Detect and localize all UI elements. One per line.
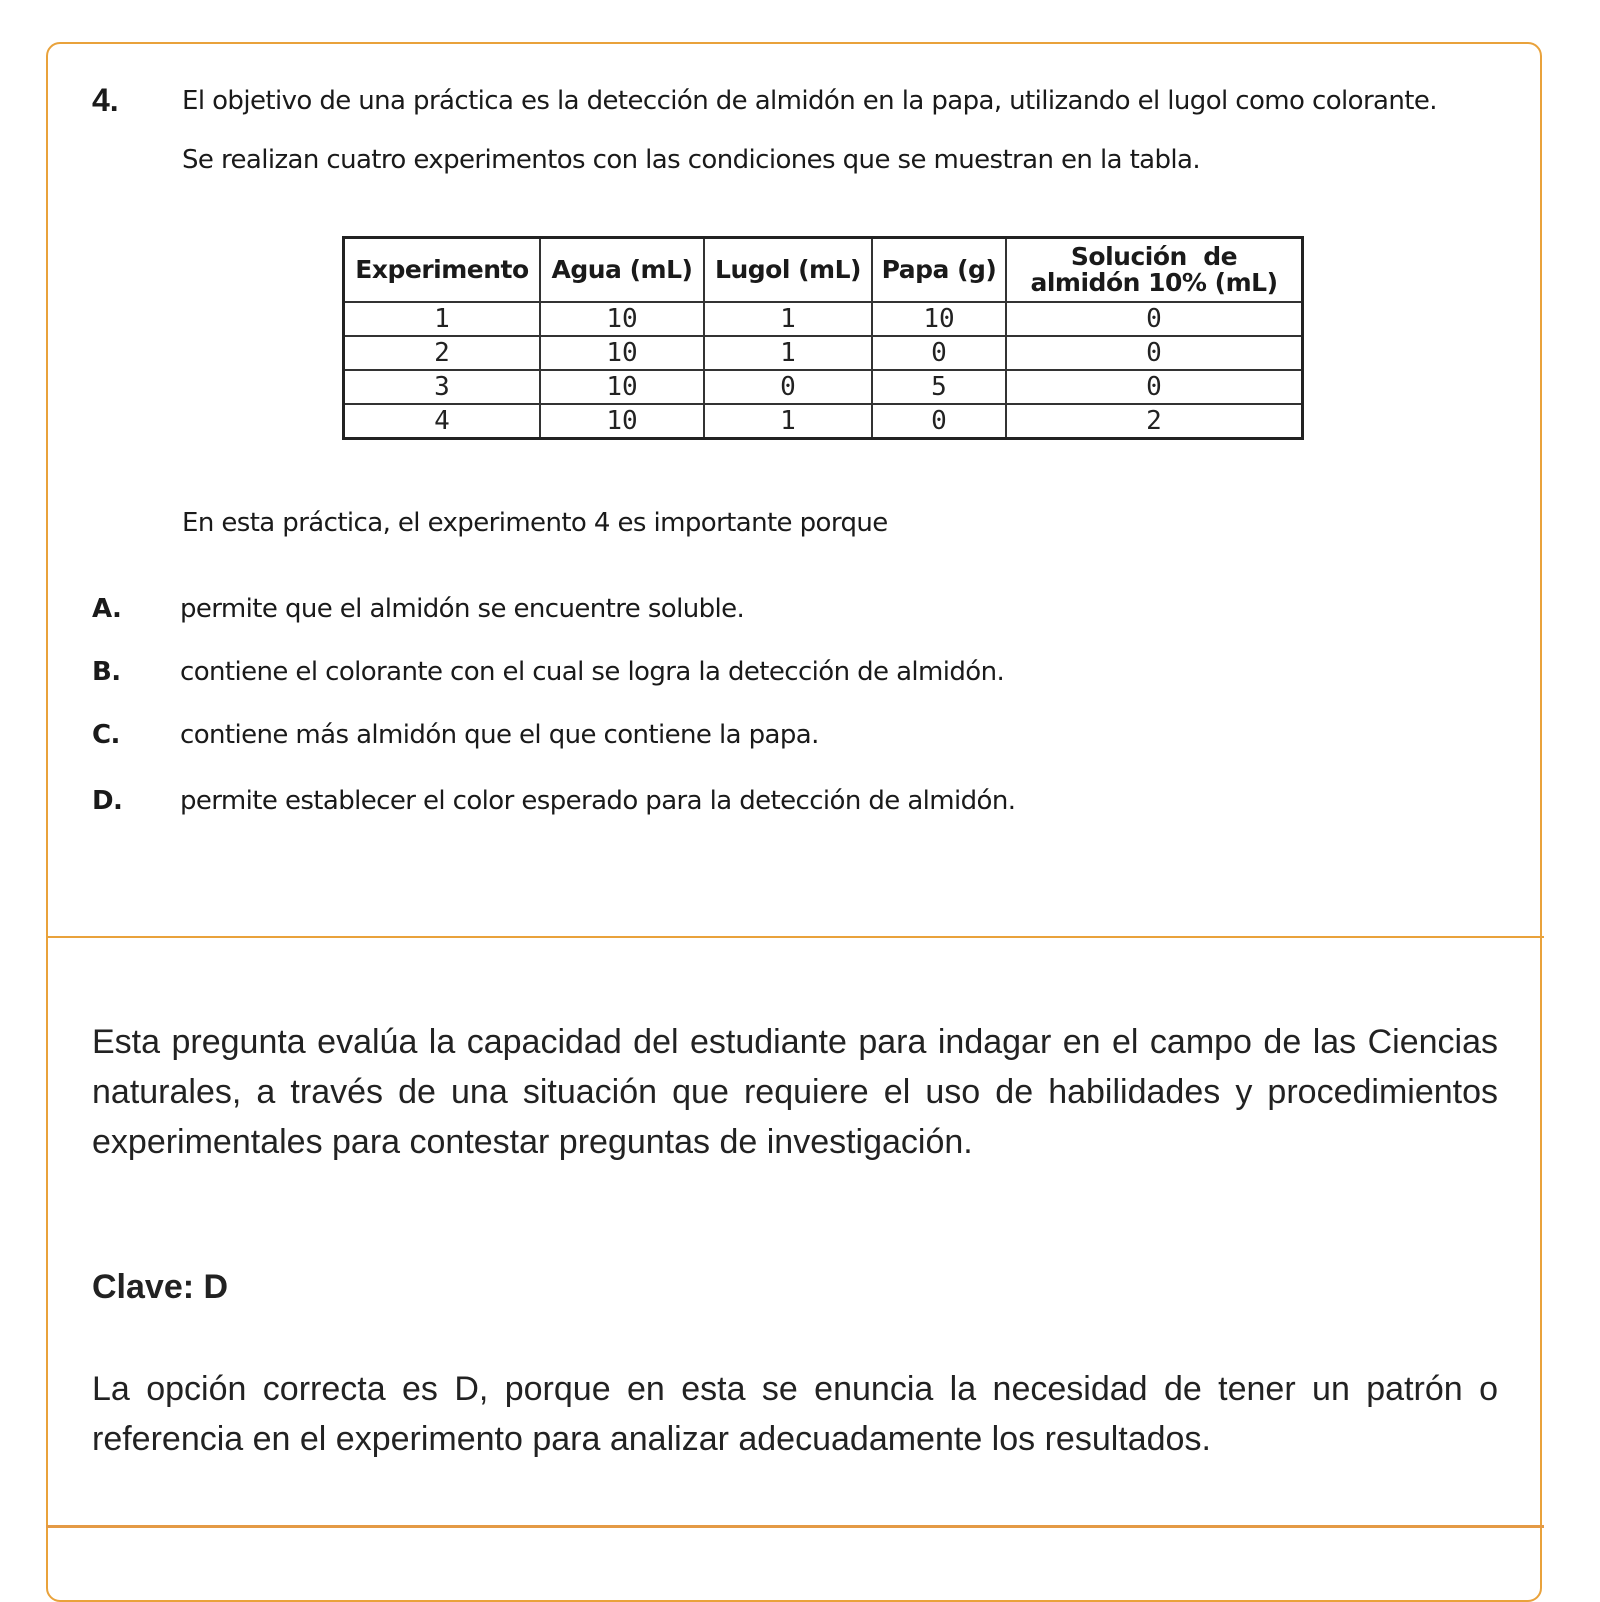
cell: 10 — [872, 302, 1006, 336]
option-text: contiene más almidón que el que contiene la papa. — [180, 720, 819, 750]
cell: 2 — [1006, 404, 1303, 439]
cell: 10 — [540, 404, 704, 439]
cell: 1 — [704, 336, 872, 370]
table-row — [344, 370, 1303, 404]
experiments-table — [342, 236, 1304, 440]
cell: 0 — [872, 336, 1006, 370]
cell: 0 — [1006, 370, 1303, 404]
cell: 0 — [704, 370, 872, 404]
cell: 0 — [1006, 302, 1303, 336]
explanation-description: Esta pregunta evalúa la capacidad del estudiante para indagar en el campo de las Ciencias naturales, a través de una situación que requiere el uso de habilidades y procedimientos experimentales para contestar preguntas de investigación. — [92, 1023, 1498, 1161]
option-text: permite que el almidón se encuentre soluble. — [180, 594, 745, 624]
header-agua: Agua (mL) — [540, 238, 704, 303]
section-divider — [46, 1525, 1544, 1528]
cell: 0 — [1006, 336, 1303, 370]
cell: 5 — [872, 370, 1006, 404]
header-lugol: Lugol (mL) — [704, 238, 872, 303]
table-row — [344, 404, 1303, 439]
header-papa: Papa (g) — [872, 238, 1006, 303]
option-letter: B. — [92, 657, 121, 687]
table-row — [344, 302, 1303, 336]
cell: 10 — [540, 302, 704, 336]
cell: 1 — [344, 302, 541, 336]
header-experimento: Experimento — [344, 238, 541, 303]
option-letter: A. — [92, 594, 122, 624]
question-number: 4. — [92, 82, 119, 118]
cell: 3 — [344, 370, 541, 404]
option-letter: C. — [92, 720, 120, 750]
header-solucion-line-2: almidón 10% (mL) — [1030, 268, 1278, 297]
option-letter: D. — [92, 786, 123, 816]
cell: 2 — [344, 336, 541, 370]
question-prompt: En esta práctica, el experimento 4 es importante porque — [182, 508, 888, 538]
header-solucion — [1006, 238, 1303, 303]
section-divider — [46, 936, 1544, 938]
option-text: permite establecer el color esperado para la detección de almidón. — [180, 786, 1016, 816]
question-stem-line-2: Se realizan cuatro experimentos con las condiciones que se muestran en la tabla. — [182, 145, 1201, 175]
cell: 10 — [540, 336, 704, 370]
cell: 4 — [344, 404, 541, 439]
table-header-row — [344, 238, 1303, 303]
explanation-justification: La opción correcta es D, porque en esta se enuncia la necesidad de tener un patrón o referencia en el experimento para analizar adecuadamente los resultados. — [92, 1370, 1498, 1458]
cell: 10 — [540, 370, 704, 404]
cell: 1 — [704, 404, 872, 439]
header-solucion-line-1: Solución de — [1070, 242, 1238, 271]
answer-key: Clave: D — [92, 1268, 229, 1306]
question-stem-line-1: El objetivo de una práctica es la detección de almidón en la papa, utilizando el lugol como colorante. — [182, 86, 1437, 116]
option-text: contiene el colorante con el cual se logra la detección de almidón. — [180, 657, 1005, 687]
cell: 1 — [704, 302, 872, 336]
cell: 0 — [872, 404, 1006, 439]
table-row — [344, 336, 1303, 370]
